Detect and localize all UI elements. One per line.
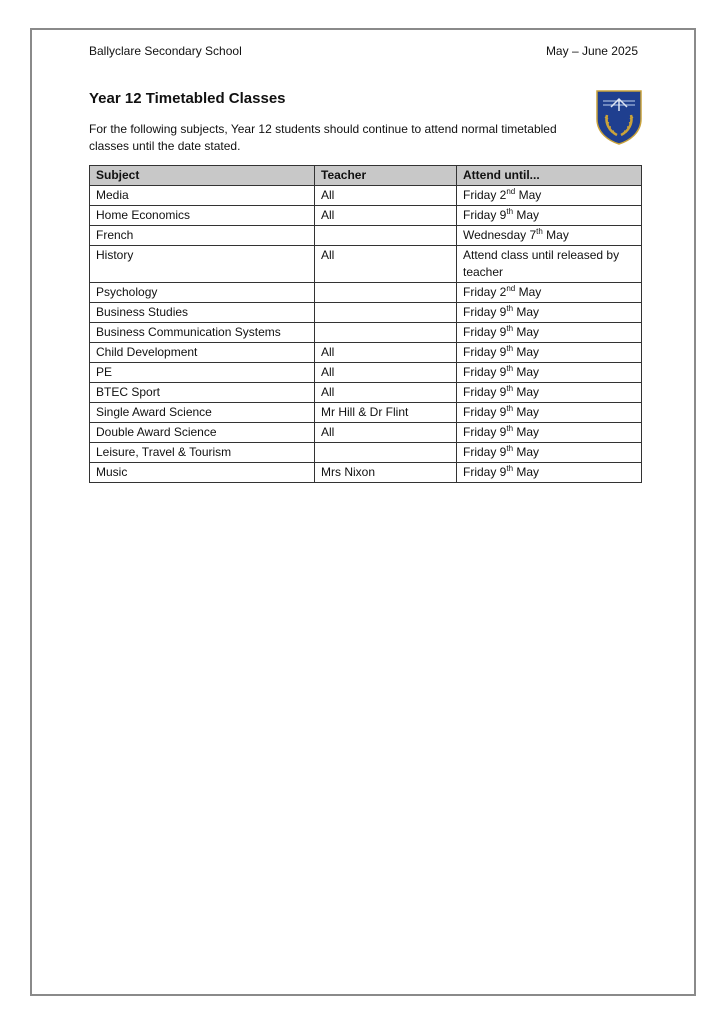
subject-cell: PE — [90, 363, 315, 383]
attend-until-cell — [457, 283, 642, 303]
date-text: Friday 9 — [463, 365, 507, 379]
attend-until-cell — [457, 246, 642, 283]
subject-cell: Home Economics — [90, 206, 315, 226]
attend-until-cell — [457, 403, 642, 423]
date-ordinal-suffix: th — [506, 324, 514, 333]
date-month: May — [513, 405, 540, 419]
date-ordinal-suffix: th — [506, 207, 514, 216]
school-name: Ballyclare Secondary School — [89, 44, 242, 58]
term-dates: May – June 2025 — [545, 44, 638, 58]
date-month: May — [515, 188, 542, 202]
teacher-cell: All — [315, 363, 457, 383]
attend-until-cell — [457, 383, 642, 403]
subject-cell: Single Award Science — [90, 403, 315, 423]
table-row — [90, 443, 642, 463]
teacher-cell — [315, 283, 457, 303]
subject-cell: Double Award Science — [90, 423, 315, 443]
date-ordinal-suffix: th — [506, 404, 514, 413]
attend-until-cell — [457, 443, 642, 463]
subject-cell: Business Communication Systems — [90, 323, 315, 343]
attend-until-cell — [457, 363, 642, 383]
date-ordinal-suffix: th — [506, 424, 514, 433]
attend-until-cell — [457, 463, 642, 483]
table-row — [90, 323, 642, 343]
date-ordinal-suffix: th — [506, 344, 514, 353]
date-ordinal-suffix: nd — [506, 284, 516, 293]
attend-until-cell — [457, 423, 642, 443]
date-month: May — [513, 365, 540, 379]
date-text: Friday 9 — [463, 385, 507, 399]
subject-cell: History — [90, 246, 315, 283]
date-month: May — [542, 228, 569, 242]
date-text: Friday 9 — [463, 405, 507, 419]
teacher-cell: All — [315, 383, 457, 403]
date-text: Friday 9 — [463, 325, 507, 339]
table-row — [90, 246, 642, 283]
date-month: May — [513, 465, 540, 479]
teacher-cell — [315, 303, 457, 323]
subject-cell: Psychology — [90, 283, 315, 303]
date-text: Friday 2 — [463, 285, 507, 299]
table-row — [90, 463, 642, 483]
column-header-attend-until: Attend until... — [457, 166, 642, 186]
table-row — [90, 423, 642, 443]
date-text: Friday 9 — [463, 425, 507, 439]
date-text: Friday 9 — [463, 445, 507, 459]
date-ordinal-suffix: th — [506, 444, 514, 453]
column-header-teacher: Teacher — [315, 166, 457, 186]
attend-until-cell — [457, 206, 642, 226]
table-row — [90, 283, 642, 303]
teacher-cell: All — [315, 186, 457, 206]
column-header-subject: Subject — [90, 166, 315, 186]
timetable-table — [89, 165, 642, 483]
date-ordinal-suffix: th — [536, 227, 543, 236]
subject-cell: Leisure, Travel & Tourism — [90, 443, 315, 463]
school-crest-icon — [595, 89, 643, 145]
teacher-cell: Mr Hill & Dr Flint — [315, 403, 457, 423]
date-text: Friday 2 — [463, 188, 507, 202]
date-month: May — [513, 325, 540, 339]
date-month: May — [513, 385, 540, 399]
teacher-cell: All — [315, 423, 457, 443]
table-header-row — [90, 166, 642, 186]
attend-until-cell — [457, 303, 642, 323]
teacher-cell — [315, 226, 457, 246]
attend-until-cell — [457, 226, 642, 246]
teacher-cell: All — [315, 343, 457, 363]
intro-text: For the following subjects, Year 12 students should continue to attend normal timetabled classes until the date stated. — [89, 122, 557, 153]
date-month: May — [513, 305, 540, 319]
date-text: Friday 9 — [463, 465, 507, 479]
table-row — [90, 303, 642, 323]
subject-cell: Business Studies — [90, 303, 315, 323]
attend-until-cell — [457, 186, 642, 206]
page-title: Year 12 Timetabled Classes — [89, 90, 286, 107]
table-row — [90, 383, 642, 403]
teacher-cell: All — [315, 246, 457, 283]
date-month: May — [513, 425, 540, 439]
attend-until-cell — [457, 323, 642, 343]
document-page — [30, 28, 696, 996]
date-month: May — [513, 345, 540, 359]
teacher-cell: Mrs Nixon — [315, 463, 457, 483]
date-month: May — [513, 445, 540, 459]
subject-cell: BTEC Sport — [90, 383, 315, 403]
subject-cell: Media — [90, 186, 315, 206]
subject-cell: French — [90, 226, 315, 246]
date-ordinal-suffix: nd — [506, 187, 516, 196]
teacher-cell: All — [315, 206, 457, 226]
date-text: Wednesday 7 — [463, 228, 537, 242]
date-text: Friday 9 — [463, 345, 507, 359]
date-ordinal-suffix: th — [506, 384, 514, 393]
date-ordinal-suffix: th — [506, 304, 514, 313]
date-text: Attend class until released by teacher — [463, 248, 620, 279]
date-ordinal-suffix: th — [506, 464, 514, 473]
teacher-cell — [315, 443, 457, 463]
table-row — [90, 343, 642, 363]
table-row — [90, 186, 642, 206]
table-row — [90, 363, 642, 383]
table-row — [90, 226, 642, 246]
date-ordinal-suffix: th — [506, 364, 514, 373]
date-text: Friday 9 — [463, 208, 507, 222]
date-text: Friday 9 — [463, 305, 507, 319]
attend-until-cell — [457, 343, 642, 363]
subject-cell: Music — [90, 463, 315, 483]
table-row — [90, 403, 642, 423]
date-month: May — [515, 285, 542, 299]
table-row — [90, 206, 642, 226]
teacher-cell — [315, 323, 457, 343]
subject-cell: Child Development — [90, 343, 315, 363]
date-month: May — [513, 208, 540, 222]
